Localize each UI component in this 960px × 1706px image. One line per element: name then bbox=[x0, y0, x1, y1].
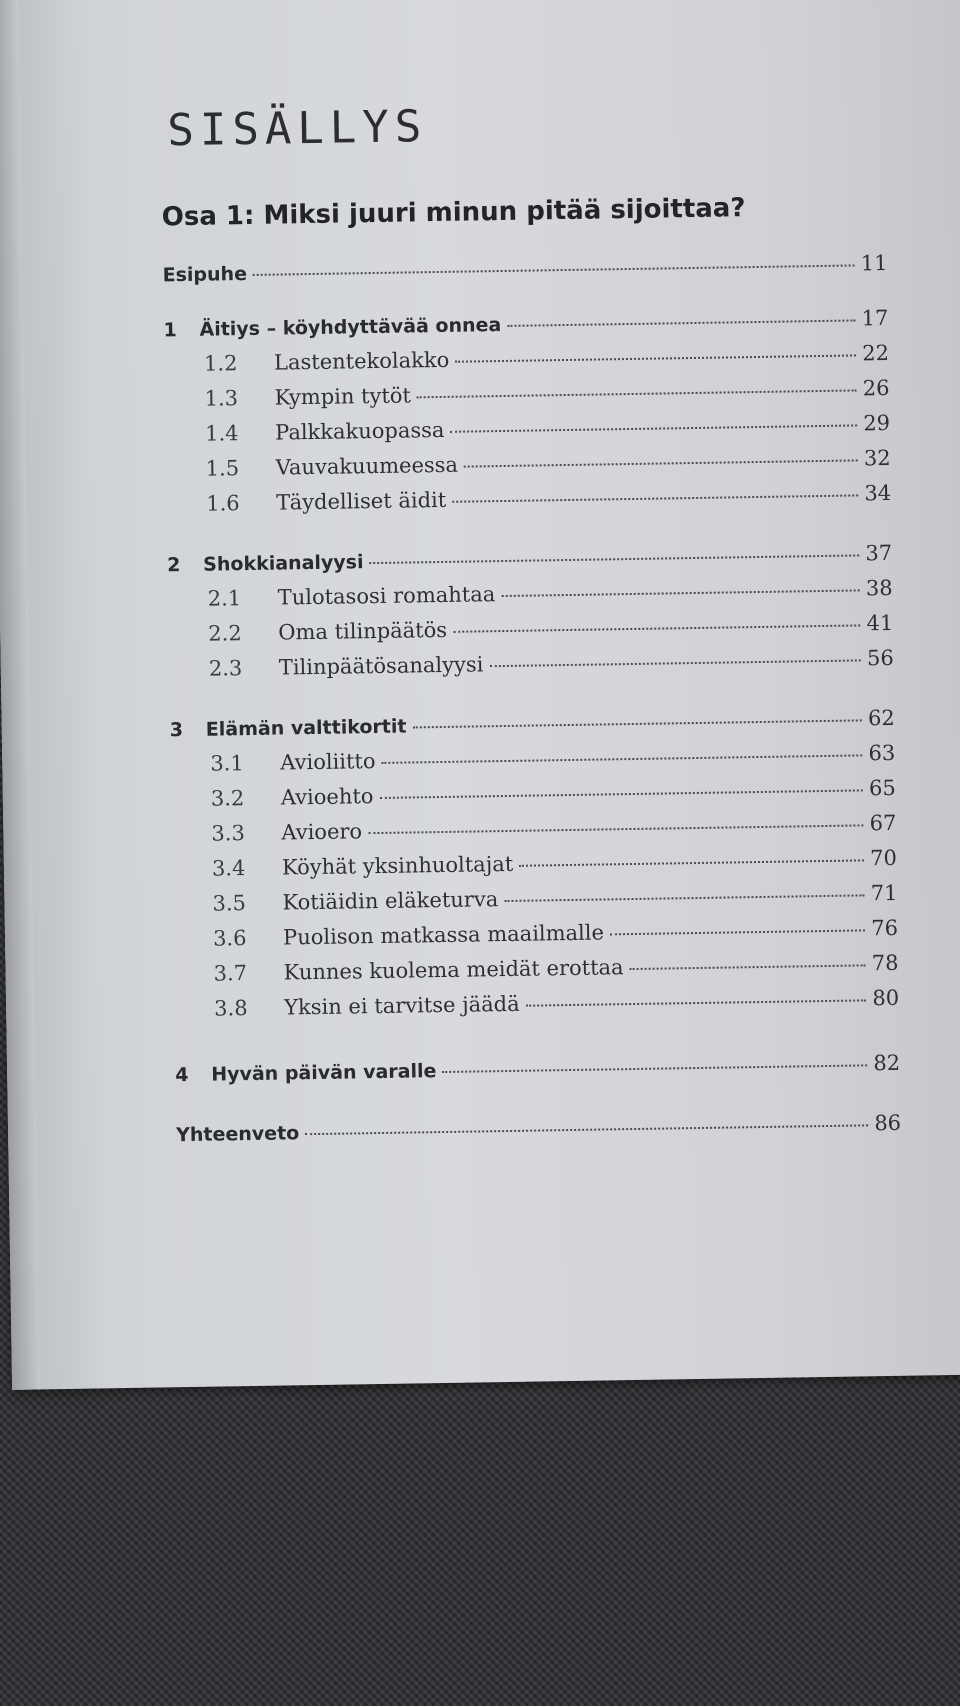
toc-entry bbox=[164, 376, 889, 417]
entry-title: Yhteenveto bbox=[175, 1122, 300, 1147]
dot-leader bbox=[501, 589, 860, 597]
toc-entry bbox=[164, 341, 889, 382]
dot-leader bbox=[379, 789, 863, 799]
entry-number: 3.2 bbox=[210, 786, 245, 811]
dot-leader bbox=[526, 999, 867, 1006]
toc-entry bbox=[168, 576, 893, 617]
toc-entry bbox=[173, 951, 898, 992]
toc-entry bbox=[173, 916, 898, 957]
dot-leader bbox=[453, 624, 860, 632]
page-number: 76 bbox=[871, 915, 899, 941]
page-number: 38 bbox=[865, 575, 893, 601]
entry-title: Täydelliset äidit bbox=[276, 487, 447, 515]
dot-leader bbox=[452, 494, 858, 502]
entry-number: 3.4 bbox=[211, 856, 246, 881]
entry-number: 4 bbox=[175, 1064, 189, 1087]
toc-entry bbox=[170, 706, 895, 747]
dot-leader bbox=[368, 824, 864, 834]
entry-number: 1.4 bbox=[204, 421, 239, 446]
part-title: Osa 1: Miksi juuri minun pitää sijoittaa? bbox=[161, 193, 746, 233]
entry-title: Kympin tytöt bbox=[274, 383, 412, 410]
entry-title: Palkkakuopassa bbox=[274, 417, 445, 445]
page-number: 78 bbox=[871, 950, 899, 976]
page-number: 17 bbox=[861, 305, 889, 331]
dot-leader bbox=[417, 389, 857, 398]
entry-number: 1.3 bbox=[204, 386, 239, 411]
entry-number: 2.2 bbox=[208, 621, 242, 646]
dot-leader bbox=[450, 424, 857, 432]
page-number: 65 bbox=[868, 775, 896, 801]
entry-number: 1.6 bbox=[206, 491, 240, 516]
entry-title: Äitiys – köyhdyttävää onnea bbox=[199, 314, 502, 341]
entry-title: Köyhät yksinhuoltajat bbox=[281, 851, 514, 880]
entry-title: Kotiäidin eläketurva bbox=[282, 887, 499, 915]
entry-title: Avioehto bbox=[280, 784, 374, 810]
contents-heading: SISÄLLYS bbox=[166, 101, 428, 157]
entry-title: Vauvakuumeessa bbox=[275, 452, 459, 480]
entry-number: 3 bbox=[169, 719, 184, 742]
entry-number: 3.5 bbox=[212, 891, 247, 916]
entry-title: Shokkianalyysi bbox=[203, 551, 364, 576]
entry-number: 1.2 bbox=[203, 351, 238, 376]
page-number: 29 bbox=[863, 410, 891, 436]
dot-leader bbox=[412, 719, 862, 728]
toc-entry bbox=[174, 986, 899, 1027]
page-number: 86 bbox=[874, 1110, 902, 1136]
toc-entry bbox=[165, 411, 890, 452]
entry-title: Kunnes kuolema meidät erottaa bbox=[283, 955, 624, 985]
toc-entry bbox=[166, 446, 891, 487]
page-number: 41 bbox=[866, 610, 894, 636]
entry-number: 2.3 bbox=[208, 656, 243, 681]
dot-leader bbox=[253, 264, 855, 275]
toc-entry bbox=[171, 811, 896, 852]
toc-entry bbox=[171, 776, 896, 817]
entry-number: 2 bbox=[167, 554, 181, 577]
entry-title: Hyvän päivän varalle bbox=[211, 1060, 437, 1086]
dot-leader bbox=[305, 1124, 868, 1135]
toc-entry bbox=[172, 881, 897, 922]
entry-number: 1 bbox=[163, 319, 177, 342]
toc-entry bbox=[163, 306, 888, 347]
page-number: 82 bbox=[873, 1050, 901, 1076]
page-number: 22 bbox=[862, 340, 890, 366]
page-number: 80 bbox=[872, 985, 900, 1011]
page-number: 32 bbox=[863, 445, 891, 471]
entry-number: 3.3 bbox=[211, 821, 246, 846]
dot-leader bbox=[455, 354, 856, 362]
page-number: 62 bbox=[867, 705, 895, 731]
entry-title: Yksin ei tarvitse jäädä bbox=[283, 991, 520, 1020]
dot-leader bbox=[610, 929, 865, 935]
toc-entry bbox=[169, 646, 894, 687]
page-number: 63 bbox=[868, 740, 896, 766]
toc-entry bbox=[175, 1051, 900, 1092]
dot-leader bbox=[630, 964, 866, 970]
dot-leader bbox=[504, 894, 865, 902]
page-number: 56 bbox=[866, 645, 894, 671]
entry-title: Lastentekolakko bbox=[273, 347, 450, 375]
entry-title: Tilinpäätösanalyysi bbox=[278, 652, 484, 680]
entry-title: Avioliitto bbox=[280, 749, 376, 775]
page-number: 26 bbox=[862, 375, 890, 401]
entry-title: Puolison matkassa maailmalle bbox=[282, 920, 605, 950]
toc-entry bbox=[172, 846, 897, 887]
toc-entry bbox=[176, 1111, 901, 1152]
page-number: 37 bbox=[865, 540, 893, 566]
entry-title: Esipuhe bbox=[162, 263, 248, 287]
entry-title: Oma tilinpäätös bbox=[278, 617, 448, 645]
entry-number: 2.1 bbox=[207, 586, 242, 611]
page-number: 70 bbox=[869, 845, 898, 871]
toc-entry bbox=[168, 611, 893, 652]
page-number: 71 bbox=[870, 880, 898, 906]
toc-entry bbox=[162, 251, 887, 292]
toc-entry bbox=[167, 541, 892, 582]
dot-leader bbox=[519, 859, 864, 866]
dot-leader bbox=[382, 754, 863, 764]
page-number: 34 bbox=[864, 480, 892, 506]
entry-title: Avioero bbox=[281, 819, 363, 845]
entry-number: 1.5 bbox=[205, 456, 240, 481]
entry-number: 3.6 bbox=[212, 926, 247, 951]
dot-leader bbox=[464, 459, 858, 467]
page-number: 67 bbox=[869, 810, 897, 836]
entry-number: 3.7 bbox=[213, 961, 248, 986]
toc-entry bbox=[166, 481, 891, 522]
entry-number: 3.1 bbox=[210, 751, 244, 776]
page-number: 11 bbox=[860, 250, 888, 276]
entry-title: Elämän valttikortit bbox=[205, 715, 407, 741]
dot-leader bbox=[370, 554, 860, 564]
entry-title: Tulotasosi romahtaa bbox=[277, 582, 496, 610]
entry-number: 3.8 bbox=[213, 996, 248, 1021]
dot-leader bbox=[442, 1064, 867, 1073]
dot-leader bbox=[489, 659, 861, 667]
dot-leader bbox=[507, 319, 855, 326]
toc-entry bbox=[170, 741, 895, 782]
